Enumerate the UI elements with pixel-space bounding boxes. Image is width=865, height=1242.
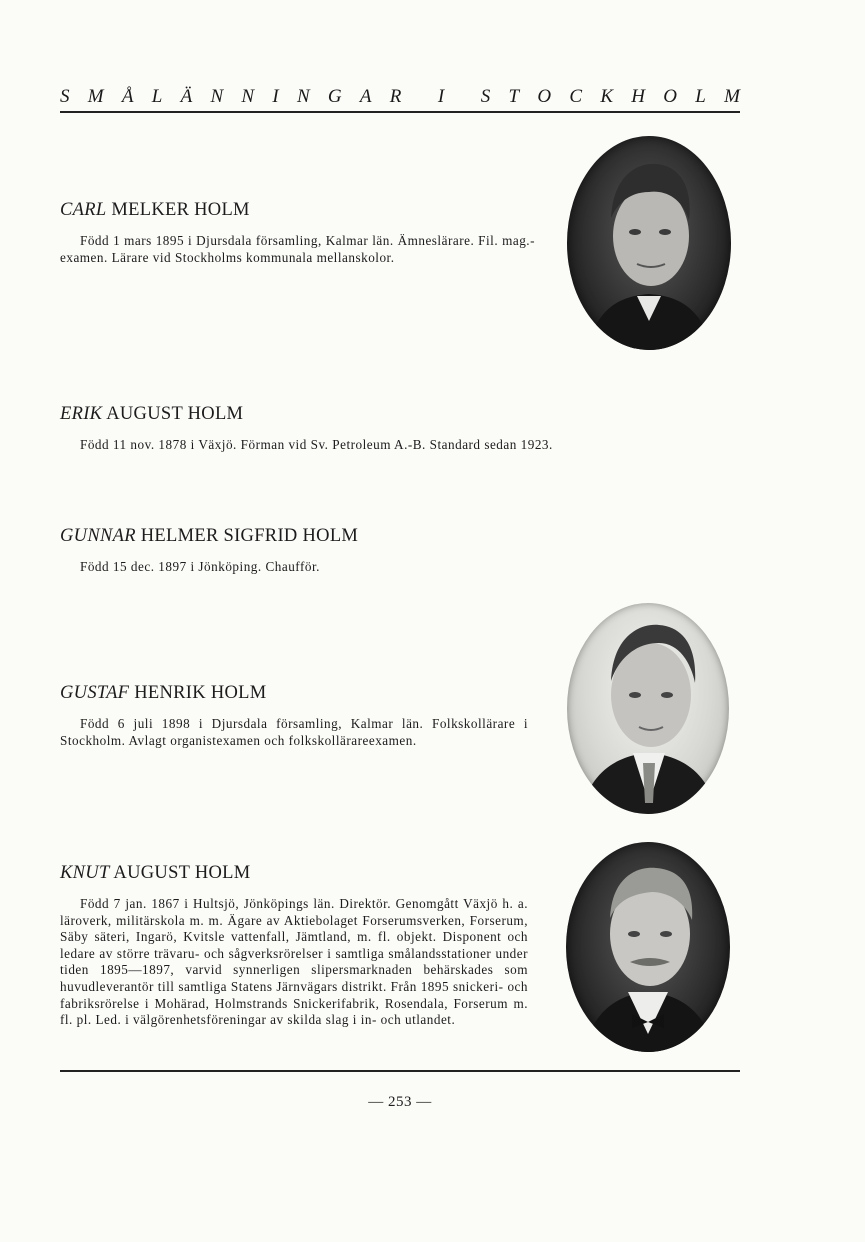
running-head-letter: Ä xyxy=(180,86,193,107)
portrait-knut xyxy=(566,842,730,1052)
biography-entry-carl xyxy=(60,200,535,266)
running-head-letter: S xyxy=(60,86,70,107)
given-name: GUSTAF xyxy=(60,683,130,703)
page-number: — 253 — xyxy=(368,1094,432,1110)
entry-name xyxy=(60,526,740,547)
entry-text: Född 1 mars 1895 i Djursdala församling, Kalmar län. Ämneslärare. Fil. mag.-examen. Lärare vid Stockholms kommunala mellanskolor. xyxy=(60,233,535,265)
entry-name xyxy=(60,683,528,704)
biography-entry-erik xyxy=(60,404,740,454)
running-head-letter: I xyxy=(437,86,445,107)
portrait-knut-image xyxy=(566,842,730,1052)
running-head-letter: C xyxy=(569,86,583,107)
entry-text: Född 7 jan. 1867 i Hultsjö, Jönköpings län. Direktör. Genomgått Växjö h. a. läroverk, militärskola m. m. Ägare av Aktiebolaget Forserumsverken, Forserum, Säby säteri, Ingarö, Kvitsle vattenfall, Jämtland, m. fl. objekt. Disponent och ledare av större trävaru- och sågverksrörelser i samtliga smålandsstationer under tiden 1895—1897, varvid synnerligen slipersmarknaden behärskades som huvudleverantör till samtliga Statens Järnvägars distrikt. Från 1895 snickeri- och fabriksrörelse i Mohärad, Holmstrands Snickerifabrik, Rosendala, Forserum m. fl. pl. Led. i välgörenhetsföreningar av skilda slag i in- och utlandet. xyxy=(60,896,528,1028)
entry-name xyxy=(60,404,740,425)
given-name: CARL xyxy=(60,200,107,220)
full-name: MELKER HOLM xyxy=(106,200,250,220)
full-name: AUGUST HOLM xyxy=(109,863,251,883)
full-name: HELMER SIGFRID HOLM xyxy=(135,526,359,546)
given-name: KNUT xyxy=(60,863,110,883)
running-head-letter: N xyxy=(241,86,255,107)
running-head xyxy=(60,86,740,108)
running-head-letter: T xyxy=(508,86,520,107)
full-name: HENRIK HOLM xyxy=(129,683,267,703)
running-head-letter: O xyxy=(663,86,678,107)
biography-entry-gustaf xyxy=(60,683,528,749)
running-head-letter: O xyxy=(537,86,552,107)
portrait-gustaf xyxy=(567,603,729,814)
portrait-carl-image xyxy=(567,136,731,350)
running-head-letter: M xyxy=(87,86,104,107)
portrait-carl xyxy=(567,136,731,350)
biography-entry-knut xyxy=(60,863,528,1029)
biography-entry-gunnar xyxy=(60,526,740,576)
running-head-letter: N xyxy=(210,86,224,107)
running-head-letter: S xyxy=(480,86,491,107)
full-name: AUGUST HOLM xyxy=(102,404,244,424)
running-head-letter: M xyxy=(724,86,740,107)
entry-text: Född 6 juli 1898 i Djursdala församling, Kalmar län. Folkskollärare i Stockholm. Avlagt organistexamen och folkskollärareexamen. xyxy=(60,716,528,748)
running-head-letter: L xyxy=(695,86,706,107)
running-head-letter: L xyxy=(151,86,163,107)
given-name: GUNNAR xyxy=(60,526,136,546)
entry-text: Född 15 dec. 1897 i Jönköping. Chaufför. xyxy=(80,559,320,574)
running-head-letter: G xyxy=(327,86,342,107)
running-head-letter: Å xyxy=(121,86,134,107)
running-head-letter: I xyxy=(272,86,279,107)
given-name: ERIK xyxy=(60,404,103,424)
entry-name xyxy=(60,863,528,884)
running-head-letter: K xyxy=(600,86,614,107)
portrait-gustaf-image xyxy=(567,603,729,814)
entry-text: Född 11 nov. 1878 i Växjö. Förman vid Sv. Petroleum A.-B. Standard sedan 1923. xyxy=(80,437,553,452)
entry-name xyxy=(60,200,535,221)
running-head-letter: H xyxy=(631,86,646,107)
running-head-letter: N xyxy=(296,86,310,107)
bottom-rule xyxy=(60,1070,740,1072)
top-rule xyxy=(60,111,740,113)
running-head-letter: R xyxy=(389,86,402,107)
running-head-letter: A xyxy=(359,86,372,107)
